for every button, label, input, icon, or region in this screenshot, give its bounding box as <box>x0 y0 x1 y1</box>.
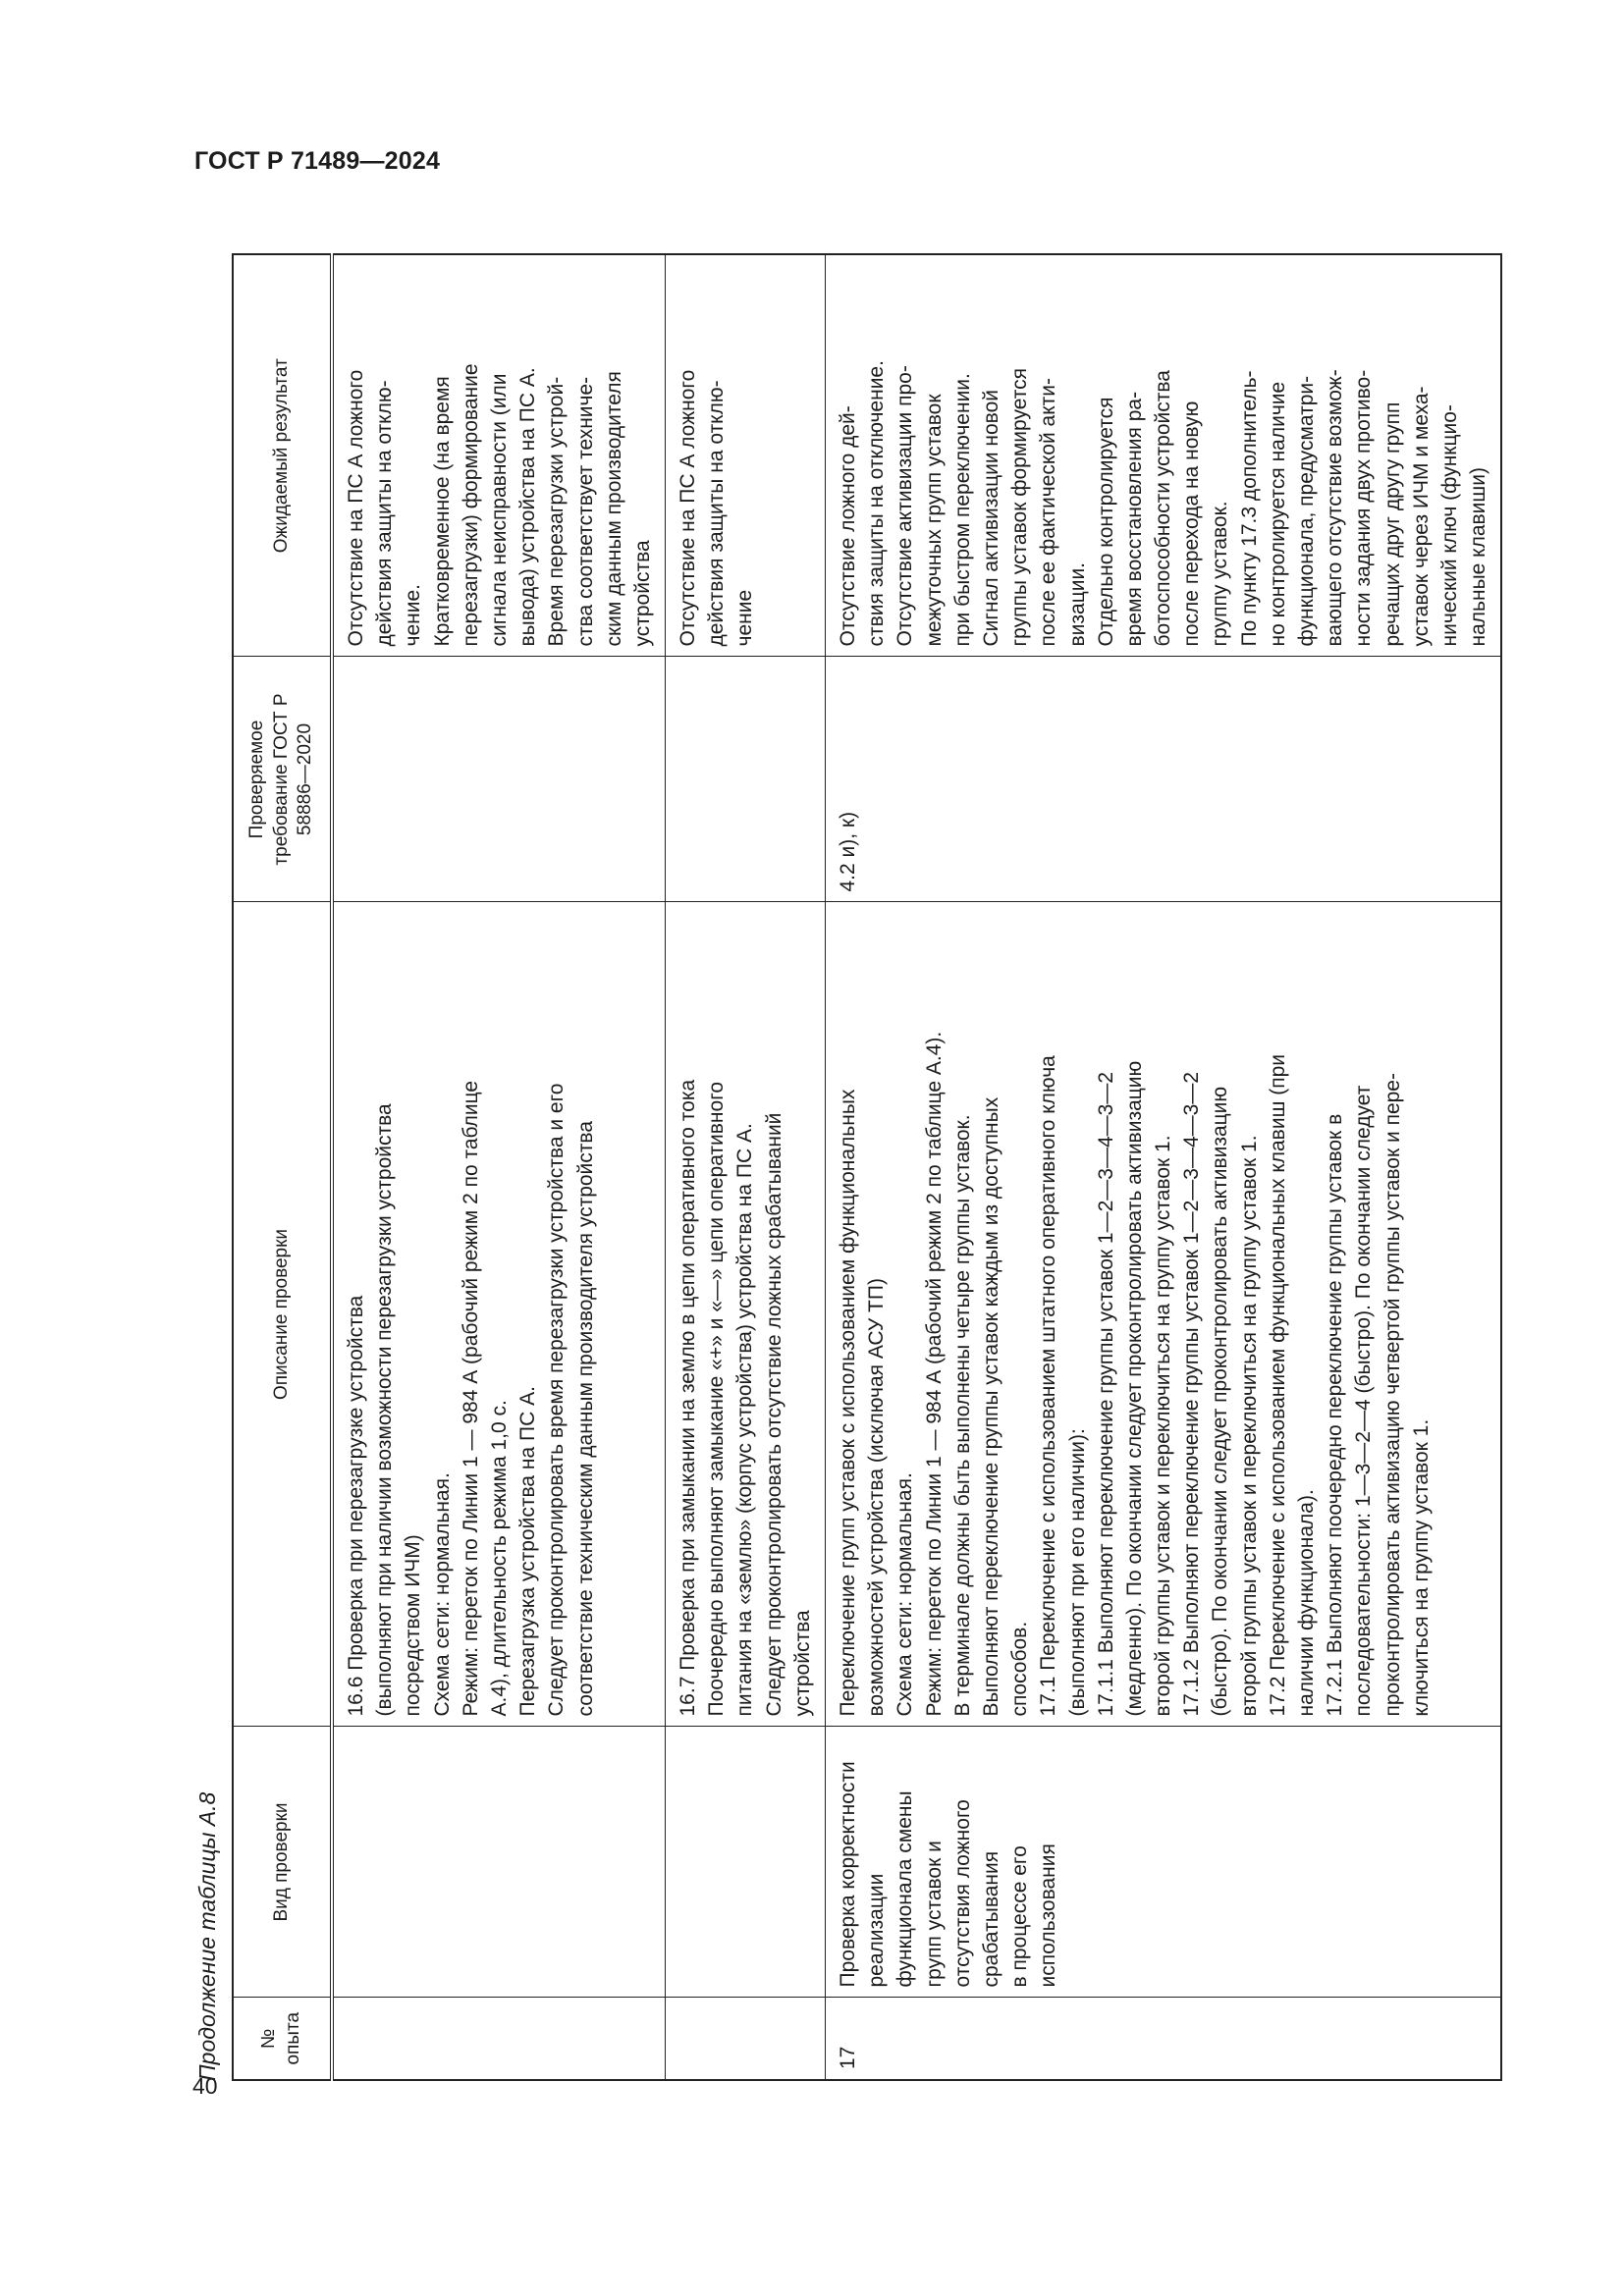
cell-line: (быстро). По окончании следует проконтролировать активизацию <box>1209 1086 1232 1717</box>
rotated-table-area <box>194 226 1489 2081</box>
cell-line: 17.2 Переключение с использованием функциональных клавиш (при <box>1266 1053 1289 1717</box>
cell-line: в процессе его <box>1008 1845 1032 1988</box>
document-header: ГОСТ Р 71489—2024 <box>194 147 441 175</box>
cell-line: нальные клавиши) <box>1467 467 1490 647</box>
cell-desc <box>332 902 666 1727</box>
cell-line: Перезагрузка устройства на ПС А. <box>516 1386 540 1717</box>
cell-line: ствия защиты на отключение. <box>865 360 889 647</box>
cell-result <box>826 254 1502 657</box>
cell-line: соответствие техническим данным производителя устройства <box>573 1120 597 1717</box>
cell-line: (выполняют при наличии возможности перезагрузки устройства <box>373 1103 397 1717</box>
cell-req <box>332 657 666 902</box>
cell-line: Отсутствие ложного дей- <box>837 405 859 647</box>
cell-line: уставок через ИЧМ и меха- <box>1409 386 1433 647</box>
cell-line: время восстановления ра- <box>1122 391 1146 647</box>
cell-line: Отсутствие активизации про- <box>893 365 917 647</box>
cell-line: Схема сети: нормальная. <box>893 1472 917 1717</box>
cell-line: срабатывания <box>979 1850 1002 1988</box>
cell-line: сигнала неисправности (или <box>487 373 511 647</box>
table-row <box>332 254 666 2080</box>
cell-line: Переключение групп уставок с использованием функциональных <box>837 1089 859 1717</box>
cell-req <box>666 657 826 902</box>
cell-line: чение. <box>402 584 425 647</box>
cell-line: после перехода на новую <box>1180 400 1204 647</box>
cell-line: Время перезагрузки устрой- <box>545 376 568 647</box>
cell-line: группу уставок. <box>1209 501 1232 647</box>
cell-line: функционала смены <box>893 1790 917 1988</box>
cell-line: Отсутствие на ПС А ложного <box>345 369 367 647</box>
cell-line: ключиться на группу уставок 1. <box>1409 1418 1433 1717</box>
column-header-desc: Описание проверки <box>233 902 332 1727</box>
cell-type <box>666 1727 826 1998</box>
table-row <box>666 254 826 2080</box>
cell-line: после ее фактической акти- <box>1037 378 1060 647</box>
cell-desc <box>666 902 826 1727</box>
cell-line: второй группы уставок и переключиться на группу уставок 1. <box>1237 1135 1261 1717</box>
cell-line: визации. <box>1065 561 1089 647</box>
cell-line: Отдельно контролируется <box>1094 397 1117 647</box>
cell-line: питания на «землю» (корпус устройства) устройства на ПС А. <box>733 1123 757 1717</box>
column-header-type: Вид проверки <box>233 1727 332 1998</box>
table-body <box>332 254 1501 2080</box>
cell-line: перезагрузки) формирование <box>459 363 482 647</box>
cell-line: Схема сети: нормальная. <box>430 1472 454 1717</box>
cell-num: 17 <box>826 1998 1502 2080</box>
column-header-result: Ожидаемый результат <box>233 254 332 657</box>
cell-line: действия защиты на отклю- <box>373 380 397 647</box>
cell-line: при быстром переключении. <box>950 373 974 647</box>
cell-line: Режим: переток по Линии 1 — 984 А (рабочий режим 2 по таблице <box>459 1080 482 1717</box>
table-row <box>826 254 1502 2080</box>
cell-line: реализации <box>865 1873 889 1988</box>
cell-line: Режим: переток по Линии 1 — 984 А (рабочий режим 2 по таблице А.4). <box>922 1031 946 1717</box>
page-number: 40 <box>192 2073 218 2099</box>
cell-line: 17.1.2 Выполняют переключение группы уставок 1—2—3—4—3—2 <box>1180 1071 1204 1717</box>
cell-line: ства соответствует техниче- <box>573 376 597 647</box>
cell-line: 17.1.1 Выполняют переключение группы уставок 1—2—3—4—3—2 <box>1094 1071 1117 1717</box>
cell-line: По пункту 17.3 дополнитель- <box>1237 370 1261 647</box>
cell-line: действия защиты на отклю- <box>705 380 729 647</box>
cell-line: чение <box>733 589 757 647</box>
cell-line: 17.2.1 Выполняют поочередно переключение группы уставок в <box>1324 1113 1347 1717</box>
cell-line: но контролируется наличие <box>1266 381 1289 647</box>
cell-line: Выполняют переключение группы уставок каждым из доступных <box>979 1096 1002 1717</box>
cell-line: проконтролировать активизацию четвертой группы уставок и пере- <box>1380 1073 1404 1717</box>
cell-line: использования <box>1037 1843 1060 1988</box>
cell-line: (медленно). По окончании следует проконтролировать активизацию <box>1122 1060 1146 1717</box>
cell-line: Следует проконтролировать отсутствие ложных срабатываний <box>762 1112 785 1717</box>
cell-line: Проверка корректности <box>837 1761 859 1988</box>
cell-line: ским данным производителя <box>602 371 625 647</box>
table-header-row <box>233 254 332 2080</box>
column-header-num: № опыта <box>233 1998 332 2080</box>
cell-req: 4.2 и), к) <box>826 657 1502 902</box>
cell-line: 17.1 Переключение с использованием штатного оперативного ключа <box>1037 1055 1060 1717</box>
cell-line: вающего отсутствие возмож- <box>1324 369 1347 647</box>
cell-line: последовательности: 1—3—2—4 (быстро). По окончании следует <box>1352 1085 1376 1717</box>
cell-line: ботоспособности устройства <box>1152 370 1175 647</box>
cell-desc <box>826 902 1502 1727</box>
cell-line: А.4), длительность режима 1,0 с. <box>487 1400 511 1717</box>
cell-line: Поочередно выполняют замыкание «+» и «—» цепи оперативного <box>705 1081 729 1717</box>
cell-line: возможностей устройства (исключая АСУ ТП) <box>865 1278 889 1717</box>
table-caption: Продолжение таблицы А.8 <box>194 1791 220 2081</box>
cell-line: ности задания двух противо- <box>1352 369 1376 647</box>
cell-line: межуточных групп уставок <box>922 394 946 647</box>
cell-line: Кратковременное (на время <box>430 376 454 647</box>
cell-line: второй группы уставок и переключиться на группу уставок 1. <box>1152 1135 1175 1717</box>
cell-line: группы уставок формируется <box>1008 368 1032 647</box>
cell-line: (выполняют при его наличии): <box>1065 1428 1089 1717</box>
cell-result <box>332 254 666 657</box>
cell-line: наличии функционала). <box>1295 1489 1318 1717</box>
cell-line: отсутствия ложного <box>950 1799 974 1988</box>
cell-line: Следует проконтролировать время перезагрузки устройства и его <box>545 1083 568 1717</box>
cell-line: 16.7 Проверка при замыкании на землю в цепи оперативного тока <box>677 1079 700 1717</box>
cell-type <box>332 1727 666 1998</box>
cell-line: речащих друг другу групп <box>1380 401 1404 647</box>
column-header-req: Проверяемое требование ГОСТ Р 58886—2020 <box>233 657 332 902</box>
cell-line: функционала, предусматри- <box>1295 375 1318 647</box>
cell-line: посредством ИЧМ) <box>402 1534 425 1717</box>
cell-type <box>826 1727 1502 1998</box>
cell-result <box>666 254 826 657</box>
cell-line: нический ключ (функцио- <box>1437 404 1461 647</box>
cell-line: Сигнал активизации новой <box>979 390 1002 647</box>
cell-line: В терминале должны быть выполнены четыре группы уставок. <box>950 1114 974 1717</box>
cell-line: устройства <box>630 540 654 647</box>
cell-num <box>666 1998 826 2080</box>
cell-num <box>332 1998 666 2080</box>
cell-line: групп уставок и <box>922 1841 946 1988</box>
cell-line: способов. <box>1008 1621 1032 1717</box>
cell-line: устройства <box>790 1610 814 1717</box>
cell-line: 16.6 Проверка при перезагрузке устройства <box>345 1295 367 1717</box>
test-table <box>232 253 1502 2081</box>
cell-line: вывода) устройства на ПС А. <box>516 367 540 647</box>
cell-line: Отсутствие на ПС А ложного <box>677 369 700 647</box>
